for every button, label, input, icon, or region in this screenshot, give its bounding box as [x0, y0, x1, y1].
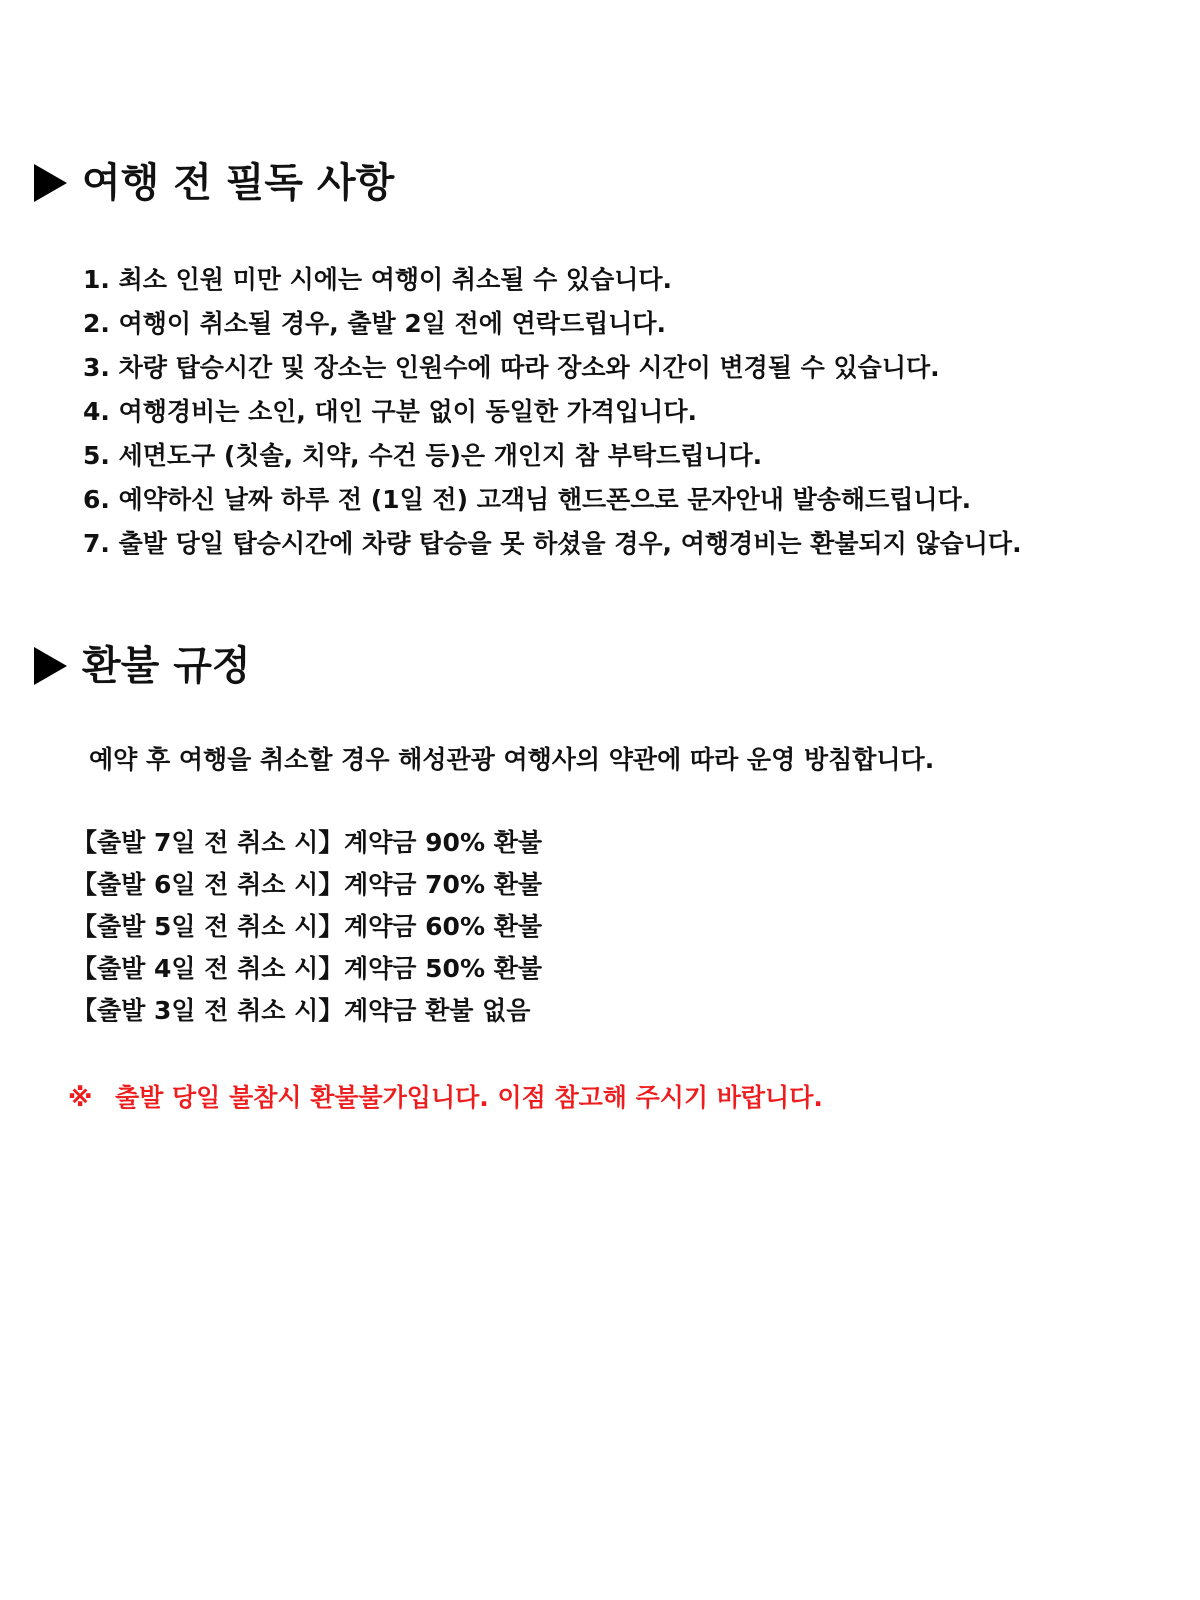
notice-item-6: 6. 예약하신 날짜 하루 전 (1일 전) 고객님 핸드폰으로 문자안내 발송해드립니다. [83, 485, 972, 514]
refund-row [72, 906, 542, 948]
notice-list [83, 258, 1022, 566]
refund-result: 계약금 90% 환불 [344, 828, 542, 857]
notice-item-3: 3. 차량 탑승시간 및 장소는 인원수에 따라 장소와 시간이 변경될 수 있습니다. [83, 353, 940, 382]
play-triangle-icon [34, 164, 67, 202]
notice-item-5: 5. 세면도구 (칫솔, 치약, 수건 등)은 개인지 참 부탁드립니다. [83, 441, 763, 470]
notice-title-text: 여행 전 필독 사항 [82, 160, 395, 206]
refund-warning [68, 1078, 823, 1118]
refund-row [72, 822, 542, 864]
refund-result: 계약금 70% 환불 [344, 870, 542, 899]
refund-intro: 예약 후 여행을 취소할 경우 해성관광 여행사의 약관에 따라 운영 방침합니다. [89, 745, 935, 774]
refund-condition: 【출발 7일 전 취소 시】 [72, 828, 344, 857]
notice-item-2: 2. 여행이 취소될 경우, 출발 2일 전에 연락드립니다. [83, 309, 667, 338]
refund-row [72, 864, 542, 906]
refund-result: 계약금 60% 환불 [344, 912, 542, 941]
notice-item-4: 4. 여행경비는 소인, 대인 구분 없이 동일한 가격입니다. [83, 397, 697, 426]
notice-section-title [34, 160, 395, 206]
notice-item-1: 1. 최소 인원 미만 시에는 여행이 취소될 수 있습니다. [83, 265, 673, 294]
reference-mark-icon: ※ [68, 1083, 93, 1112]
refund-condition: 【출발 3일 전 취소 시】 [72, 996, 344, 1025]
play-triangle-icon [34, 647, 67, 685]
refund-row [72, 948, 542, 990]
refund-result: 계약금 50% 환불 [344, 954, 542, 983]
refund-condition: 【출발 4일 전 취소 시】 [72, 954, 344, 983]
refund-title-text: 환불 규정 [82, 643, 251, 689]
refund-condition: 【출발 6일 전 취소 시】 [72, 870, 344, 899]
refund-warning-text: 출발 당일 불참시 환불불가입니다. 이점 참고해 주시기 바랍니다. [115, 1083, 823, 1112]
refund-condition: 【출발 5일 전 취소 시】 [72, 912, 344, 941]
refund-section-title [34, 643, 251, 689]
refund-row [72, 990, 542, 1032]
refund-result: 계약금 환불 없음 [344, 996, 531, 1025]
refund-table [72, 822, 542, 1032]
notice-item-7: 7. 출발 당일 탑승시간에 차량 탑승을 못 하셨을 경우, 여행경비는 환불되지 않습니다. [83, 529, 1022, 558]
